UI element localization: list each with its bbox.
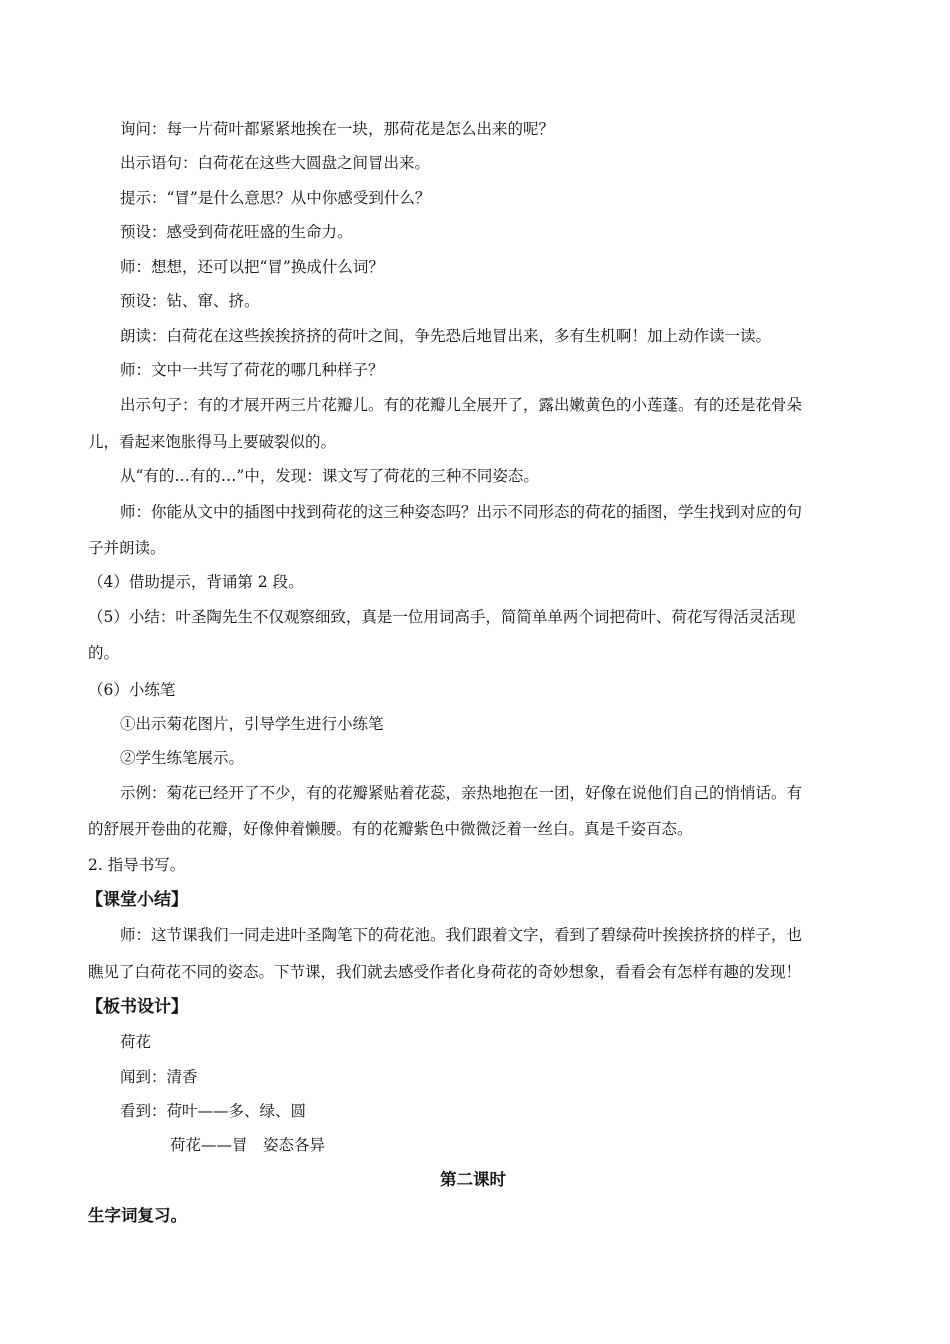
text-line: 询问：每一片荷叶都紧紧地挨在一块，那荷花是怎么出来的呢？ xyxy=(120,120,555,138)
text-line: 的。 xyxy=(88,644,120,662)
text-line: 荷花 xyxy=(120,1033,152,1051)
text-line: 荷花——冒 姿态各异 xyxy=(170,1136,326,1154)
text-line: ①出示菊花图片，引导学生进行小练笔 xyxy=(120,715,384,733)
text-line: 预设：感受到荷花旺盛的生命力。 xyxy=(120,223,353,241)
text-line: 出示句子：有的才展开两三片花瓣儿。有的花瓣儿全展开了，露出嫩黄色的小莲蓬。有的还是花骨朵 xyxy=(120,396,803,414)
text-line: 师：这节课我们一同走进叶圣陶笔下的荷花池。我们跟着文字，看到了碧绿荷叶挨挨挤挤的样子，也 xyxy=(120,926,803,944)
text-line: 看到：荷叶——多、绿、圆 xyxy=(120,1102,307,1120)
section-heading: 【板书设计】 xyxy=(86,997,188,1017)
text-line: 示例：菊花已经开了不少，有的花瓣紧贴着花蕊，亲热地抱在一团，好像在说他们自己的悄悄话。有 xyxy=(120,784,803,802)
text-line: （4）借助提示，背诵第 2 段。 xyxy=(88,573,304,591)
text-line: 的舒展开卷曲的花瓣，好像伸着懒腰。有的花瓣紫色中微微泛着一丝白。真是千姿百态。 xyxy=(88,820,693,838)
section-heading: 生字词复习。 xyxy=(88,1206,187,1225)
text-line: 子并朗读。 xyxy=(88,539,166,557)
text-line: 师：想想，还可以把“冒”换成什么词？ xyxy=(120,258,384,276)
text-line: 预设：钻、窜、挤。 xyxy=(120,292,260,310)
text-line: 从“有的…有的…”中，发现：课文写了荷花的三种不同姿态。 xyxy=(120,467,539,485)
text-line: （5）小结：叶圣陶先生不仅观察细致，真是一位用词高手，简简单单两个词把荷叶、荷花写得活灵活现 xyxy=(88,608,796,626)
text-line: 儿，看起来饱胀得马上要破裂似的。 xyxy=(88,433,337,451)
section-heading: 【课堂小结】 xyxy=(86,890,188,910)
text-line: 2. 指导书写。 xyxy=(88,856,186,874)
text-line: 朗读：白荷花在这些挨挨挤挤的荷叶之间，争先恐后地冒出来，多有生机啊！加上动作读一读。 xyxy=(120,327,772,345)
text-line: 出示语句：白荷花在这些大圆盘之间冒出来。 xyxy=(120,154,431,172)
text-line: 瞧见了白荷花不同的姿态。下节课，我们就去感受作者化身荷花的奇妙想象，看看会有怎样有趣的发现！ xyxy=(88,963,802,981)
text-line: ②学生练笔展示。 xyxy=(120,749,245,767)
text-line: 师：文中一共写了荷花的哪几种样子？ xyxy=(120,361,384,379)
text-line: 闻到：清香 xyxy=(120,1068,198,1086)
text-line: （6）小练笔 xyxy=(88,681,176,699)
text-line: 师：你能从文中的插图中找到荷花的这三种姿态吗？出示不同形态的荷花的插图，学生找到对应的句 xyxy=(120,503,803,521)
text-line: 提示：“冒”是什么意思？从中你感受到什么？ xyxy=(120,189,431,207)
lesson-title: 第二课时 xyxy=(440,1170,506,1189)
